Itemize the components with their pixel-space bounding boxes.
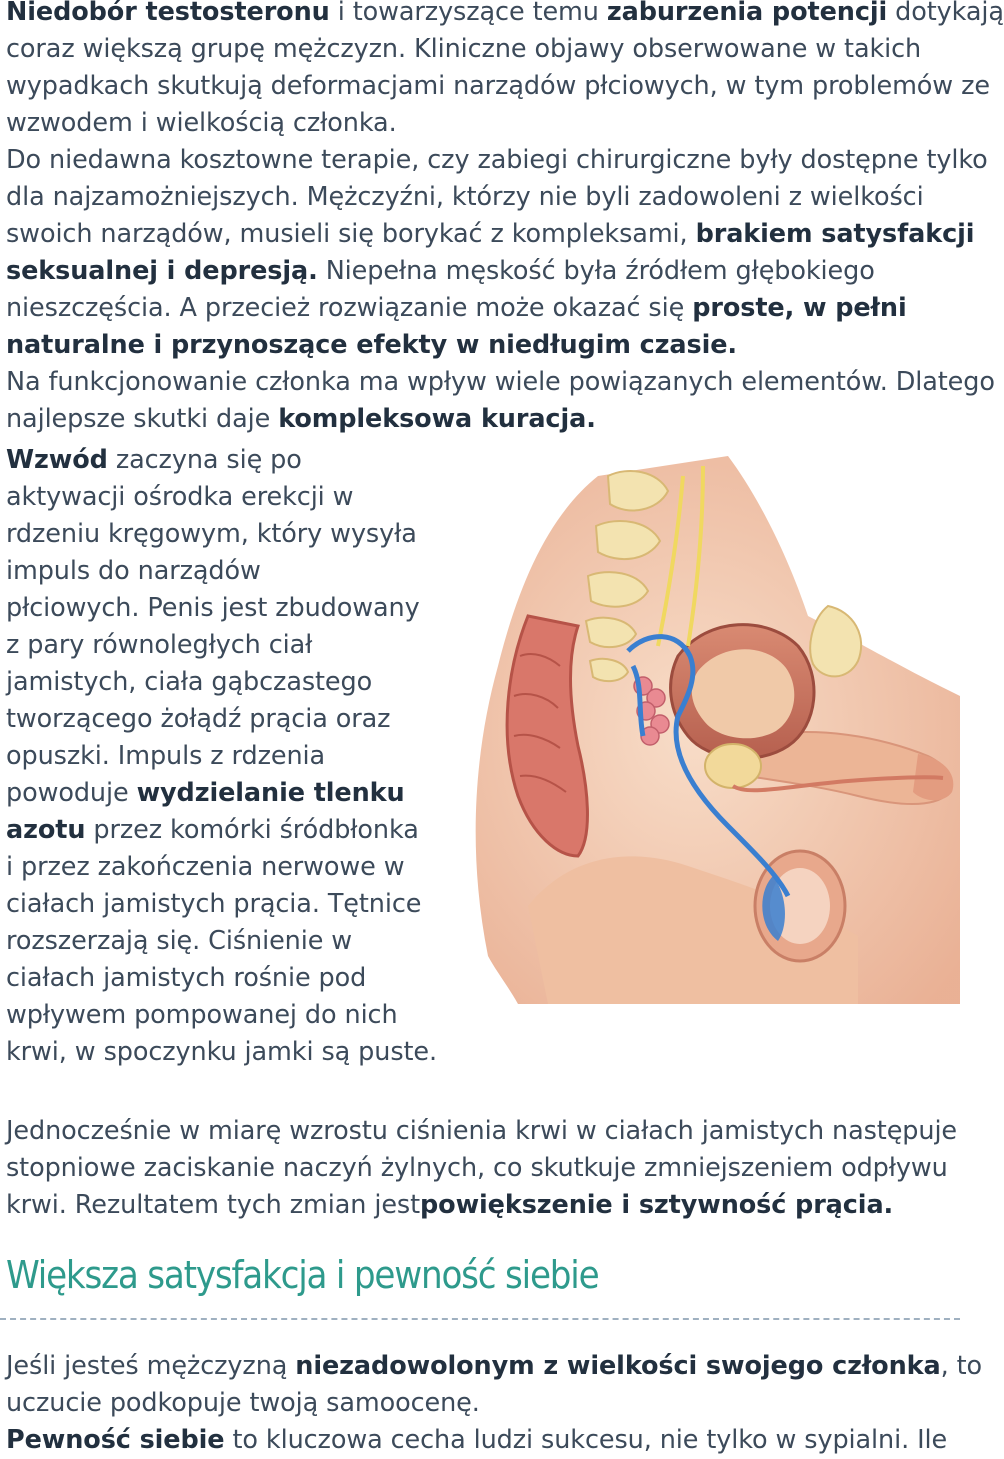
bold-text: proste, w pełni (692, 293, 907, 323)
anatomy-illustration (428, 436, 960, 1004)
bold-text: wydzielanie tlenku (136, 778, 405, 808)
text-line: wypadkach skutkują deformacjami narządów płciowych, w tym problemów ze (6, 71, 990, 101)
text-line: stopniowe zaciskanie naczyń żylnych, co skutkuje zmniejszeniem odpływu (6, 1153, 948, 1183)
bold-text: azotu (6, 815, 86, 845)
text-line: jamistych, ciała gąbczastego (6, 667, 373, 697)
pubic-bone (810, 606, 861, 676)
bold-text: Wzwód (6, 445, 108, 475)
text-line (6, 327, 1004, 364)
pressure-paragraph (6, 1113, 957, 1224)
text-line: Jednocześnie w miarę wzrostu ciśnienia krwi w ciałach jamistych następuje (6, 1116, 958, 1146)
text-line: najlepsze skutki daje kompleksowa kuracja. (6, 404, 596, 434)
bold-text: powiększenie i sztywność prącia. (420, 1190, 894, 1220)
text-line: aktywacji ośrodka erekcji w (6, 482, 354, 512)
bold-text: niezadowolonym z wielkości swojego członka (295, 1351, 941, 1381)
text-line: i przez zakończenia nerwowe w (6, 852, 405, 882)
bold-text: zaburzenia potencji (606, 0, 888, 27)
text-line: uczucie podkopuje twoją samoocenę. (6, 1388, 480, 1418)
bold-text: Pewność siebie (6, 1425, 225, 1455)
text-line: rozszerzają się. Ciśnienie w (6, 926, 353, 956)
bold-text: kompleksowa kuracja. (278, 404, 596, 434)
text-line: seksualnej i depresją. Niepełna męskość była źródłem głębokiego (6, 256, 875, 286)
text-line: krwi, w spoczynku jamki są puste. (6, 1037, 437, 1067)
text-line: opuszki. Impuls z rdzenia (6, 741, 326, 771)
dashed-divider (0, 1318, 960, 1320)
bold-text: brakiem satysfakcji (695, 219, 975, 249)
intro-paragraph (6, 0, 1004, 438)
text-line: nieszczęścia. A przecież rozwiązanie może okazać się proste, w pełni (6, 293, 907, 323)
bold-text: seksualnej i depresją. (6, 256, 318, 286)
text-line: krwi. Rezultatem tych zmian jestpowiększenie i sztywność prącia. (6, 1190, 894, 1220)
text-line: azotu przez komórki śródbłonka (6, 815, 419, 845)
erection-paragraph (6, 442, 437, 1071)
text-line: Do niedawna kosztowne terapie, czy zabiegi chirurgiczne były dostępne tylko (6, 145, 988, 175)
text-line: impuls do narządów (6, 556, 261, 586)
bold-text: Niedobór testosteronu (6, 0, 330, 27)
text-line: powoduje wydzielanie tlenku (6, 778, 405, 808)
text-line: Niedobór testosteronu i towarzyszące temu zaburzenia potencji dotykają (6, 0, 1004, 31)
text-line: coraz większą grupę mężczyzn. Kliniczne objawy obserwowane w takich (6, 34, 922, 64)
text-line: z pary równoległych ciał (6, 630, 313, 660)
text-line: rdzeniu kręgowym, który wysyła (6, 519, 417, 549)
text-line: Jeśli jesteś mężczyzną niezadowolonym z wielkości swojego członka, to (6, 1351, 983, 1381)
text-line: ciałach jamistych prącia. Tętnice (6, 889, 422, 919)
bold-text: naturalne i przynoszące efekty w niedługim czasie. (6, 330, 737, 360)
text-line: dla najzamożniejszych. Mężczyźni, którzy nie byli zadowoleni z wielkości (6, 182, 924, 212)
text-line: Pewność siebie to kluczowa cecha ludzi sukcesu, nie tylko w sypialni. Ile (6, 1425, 948, 1455)
text-line: płciowych. Penis jest zbudowany (6, 593, 420, 623)
text-line: Wzwód zaczyna się po (6, 445, 302, 475)
text-line: swoich narządów, musieli się borykać z kompleksami, brakiem satysfakcji (6, 219, 975, 249)
prostate-shape (705, 744, 761, 788)
text-line: wpływem pompowanej do nich (6, 1000, 398, 1030)
text-line: Na funkcjonowanie członka ma wpływ wiele powiązanych elementów. Dlatego (6, 367, 995, 397)
closing-paragraph (6, 1348, 982, 1459)
text-line: ciałach jamistych rośnie pod (6, 963, 367, 993)
text-line: tworzącego żołądź prącia oraz (6, 704, 391, 734)
text-line: wzwodem i wielkością członka. (6, 108, 397, 138)
section-heading: Większa satysfakcja i pewność siebie (6, 1253, 599, 1297)
